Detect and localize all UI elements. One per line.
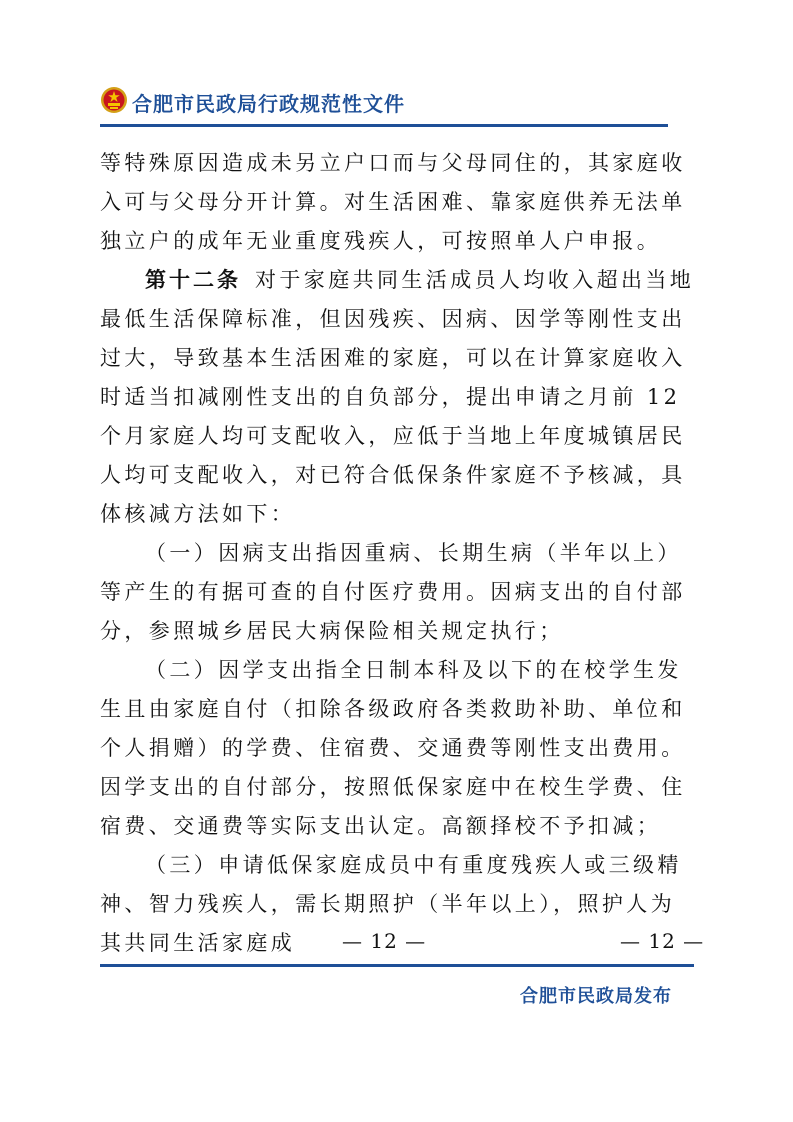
document-body xyxy=(100,144,696,963)
item-3-disability-care: （三）申请低保家庭成员中有重度残疾人或三级精神、智力残疾人，需长期照护（半年以上），照护人为其共同生活家庭成 xyxy=(100,853,682,955)
header-divider xyxy=(100,124,668,127)
footer-divider xyxy=(100,964,694,967)
item-2-education-expense: （二）因学支出指全日制本科及以下的在校学生发生且由家庭自付（扣除各级政府各类救助补助、单位和个人捐赠）的学费、住宿费、交通费等刚性支出费用。因学支出的自付部分，按照低保家庭中在校生学费、住宿费、交通费等实际支出认定。高额择校不予扣减； xyxy=(100,658,686,838)
article-12-title: 第十二条 xyxy=(145,268,241,292)
page-number-right: — 12 — xyxy=(620,929,705,953)
footer-publisher: 合肥市民政局发布 xyxy=(520,986,672,1007)
article-12 xyxy=(100,261,696,534)
national-emblem-icon xyxy=(100,86,128,114)
page-number-center: — 12 — xyxy=(342,929,427,953)
paragraph-continuation: 等特殊原因造成未另立户口而与父母同住的，其家庭收入可与父母分开计算。对生活困难、靠家庭供养无法单独立户的成年无业重度残疾人，可按照单人户申报。 xyxy=(100,151,686,253)
document-header xyxy=(100,80,668,126)
item-1-illness-expense: （一）因病支出指因重病、长期生病（半年以上）等产生的有据可查的自付医疗费用。因病支出的自付部分，参照城乡居民大病保险相关规定执行； xyxy=(100,541,686,643)
header-title: 合肥市民政局行政规范性文件 xyxy=(132,92,405,116)
article-12-text: 对于家庭共同生活成员人均收入超出当地最低生活保障标准，但因残疾、因病、因学等刚性支出过大，导致基本生活困难的家庭，可以在计算家庭收入时适当扣减刚性支出的自负部分，提出申请之月前 12 个月家庭人均可支配收入，应低于当地上年度城镇居民人均可支配收入，对已符合低保条件家庭不予核减，具体核减方法如下： xyxy=(100,268,695,526)
